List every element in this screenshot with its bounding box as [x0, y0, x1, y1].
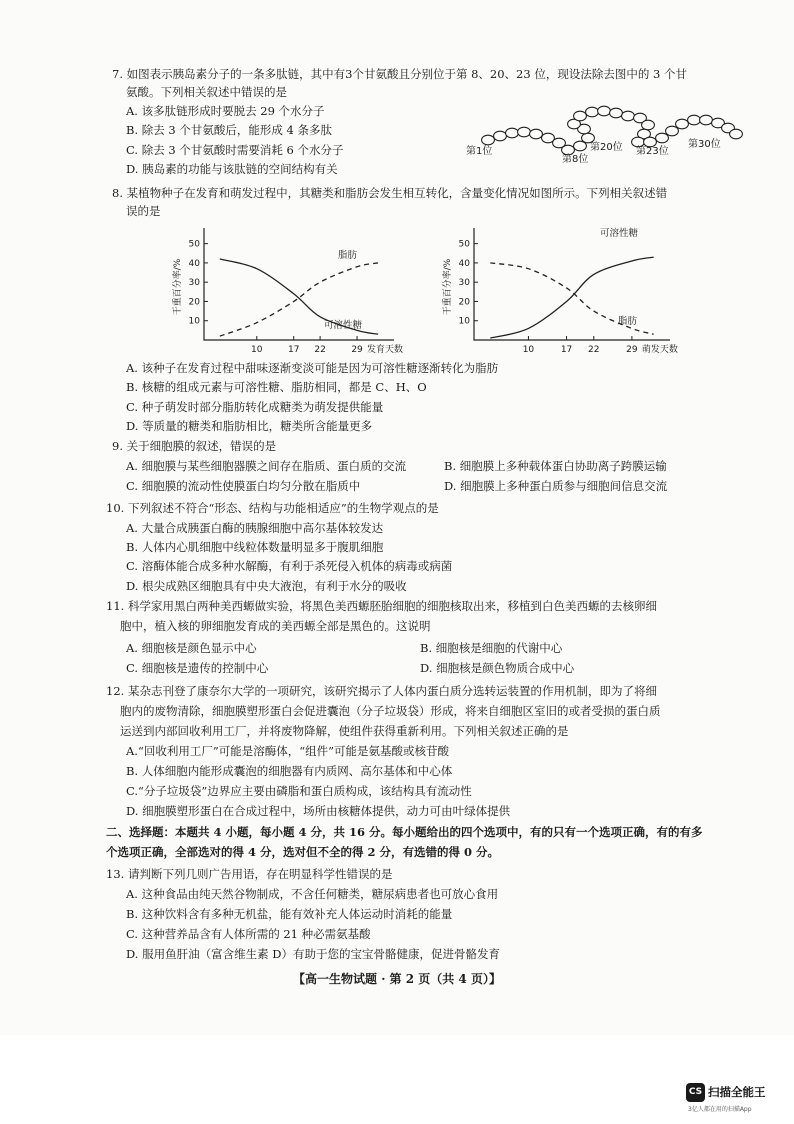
amino-acid-residue — [700, 115, 713, 125]
y-tick-label: 30 — [458, 278, 470, 289]
q9-option-d: D. 细胞膜上多种蛋白质参与细胞间信息交流 — [444, 479, 668, 493]
q7-option-b: B. 除去 3 个甘氨酸后，能形成 4 条多肽 — [126, 123, 333, 137]
y-tick-label: 10 — [458, 316, 470, 327]
page-footer: 【高一生物试题 · 第 2 页（共 4 页）】 — [293, 972, 501, 986]
section-2-heading-line-2: 个选项正确，全部选对的得 4 分，选对但不全的得 2 分，有选错的得 0 分。 — [106, 845, 500, 859]
amino-acid-residue — [494, 131, 507, 141]
y-tick-label: 50 — [188, 239, 200, 250]
q12-stem-line-3: 运送到内部回收利用工厂，并将废物降解，使组件获得重新利用。下列相关叙述正确的是 — [120, 724, 569, 738]
label-pos-8: 第8位 — [562, 154, 589, 164]
x-tick-label: 29 — [626, 345, 638, 355]
q11-option-c: C. 细胞核是遗传的控制中心 — [126, 661, 269, 675]
x-tick-label: 17 — [287, 345, 300, 355]
q9-option-a: A. 细胞膜与某些细胞器膜之间存在脂质、蛋白质的交流 — [126, 459, 407, 473]
q8-option-c: C. 种子萌发时部分脂肪转化成糖类为萌发提供能量 — [126, 400, 384, 414]
series-label: 可溶性糖 — [324, 320, 363, 331]
amino-acid-residue — [622, 111, 635, 121]
q7-stem-line-2: 氨酸。下列相关叙述中错误的是 — [126, 85, 287, 99]
x-tick-label: 29 — [351, 345, 363, 355]
q11-option-a: A. 细胞核是颜色显示中心 — [126, 641, 257, 655]
q12-option-a: A.“回收利用工厂”可能是溶酶体，“组件”可能是氨基酸或核苷酸 — [126, 744, 449, 758]
q11-stem-line-1: 11. 科学家用黑白两种美西螈做实验，将黑色美西螈胚胎细胞的细胞核取出来，移植到白色美西螈的去核卵细 — [106, 599, 657, 613]
chart-axes — [204, 228, 394, 340]
amino-acid-residue — [642, 120, 655, 130]
y-tick-label: 30 — [188, 278, 200, 289]
y-tick-label: 20 — [188, 297, 200, 308]
x-tick-label: 10 — [251, 345, 263, 355]
q8-stem-line-2: 误的是 — [126, 204, 161, 218]
q7-option-d: D. 胰岛素的功能与该肽链的空间结构有关 — [126, 162, 338, 176]
label-pos-30: 第30位 — [688, 139, 721, 150]
amino-acid-residue — [518, 127, 531, 137]
y-tick-label: 50 — [458, 239, 470, 250]
chart-seed-development — [168, 222, 410, 358]
amino-acid-residue — [574, 111, 587, 121]
q12-stem-line-2: 胞内的废物清除，细胞膜塑形蛋白会促进囊泡（分子垃圾袋）形成，将来自细胞区室旧的或者受损的蛋白质 — [120, 704, 661, 718]
q13-option-b: B. 这种饮料含有多种无机盐，能有效补充人体运动时消耗的能量 — [126, 907, 453, 921]
chart-axes — [474, 228, 670, 340]
q13-stem: 13. 请判断下列几则广告用语，存在明显科学性错误的是 — [106, 867, 393, 881]
q10-option-c: C. 溶酶体能合成多种水解酶，有利于杀死侵入机体的病毒或病菌 — [126, 559, 453, 573]
section-2-heading-line-1: 二、选择题：本题共 4 小题，每小题 4 分，共 16 分。每小题给出的四个选项中，有的只有一个选项正确，有的有多 — [106, 825, 703, 839]
q9-option-c: C. 细胞膜的流动性使膜蛋白均匀分散在脂质中 — [126, 479, 361, 493]
y-axis-label: 干重百分率/% — [173, 258, 183, 316]
q13-option-a: A. 这种食品由纯天然谷物制成，不含任何糖类，糖尿病患者也可放心食用 — [126, 887, 499, 901]
q9-option-b: B. 细胞膜上多种载体蛋白协助离子跨膜运输 — [444, 459, 667, 473]
amino-acid-residue — [586, 107, 599, 117]
q13-option-d: D. 服用鱼肝油（富含维生素 D）有助于您的宝宝骨骼健康，促进骨骼发育 — [126, 947, 500, 961]
series-label: 脂肪 — [338, 250, 358, 261]
chart-seed-germination — [432, 222, 684, 358]
y-axis-label: 干重百分率/% — [443, 258, 453, 316]
q12-option-c: C.“分子垃圾袋”边界应主要由磷脂和蛋白质构成，该结构具有流动性 — [126, 784, 472, 798]
scanner-app-name: 扫描全能王 — [708, 1085, 766, 1099]
q10-option-b: B. 人体内心肌细胞中线粒体数量明显多于腹肌细胞 — [126, 540, 384, 554]
q9-stem: 9. 关于细胞膜的叙述，错误的是 — [112, 439, 277, 453]
q8-stem-line-1: 8. 某植物种子在发育和萌发过程中，其糖类和脂肪会发生相互转化，含量变化情况如图所示。下列相关叙述错 — [112, 186, 668, 200]
amino-acid-residue — [730, 129, 743, 139]
series-label: 可溶性糖 — [600, 228, 639, 239]
scanner-bar — [0, 1035, 794, 1124]
x-tick-label: 22 — [588, 345, 600, 355]
y-tick-label: 40 — [458, 258, 470, 269]
polypeptide-chain-figure — [460, 98, 750, 164]
amino-acid-residue — [688, 115, 701, 125]
amino-acid-residue — [574, 141, 587, 151]
q7-option-c: C. 除去 3 个甘氨酸时需要消耗 6 个水分子 — [126, 143, 344, 157]
label-pos-20: 第20位 — [590, 142, 623, 153]
scanner-tagline: 3亿人都在用的扫描App — [688, 1106, 752, 1113]
x-tick-label: 17 — [560, 345, 573, 355]
amino-acid-residue — [676, 119, 689, 129]
x-tick-label: 10 — [522, 345, 535, 355]
q11-option-b: B. 细胞核是细胞的代谢中心 — [420, 641, 563, 655]
label-pos-1: 第1位 — [466, 146, 493, 157]
q12-option-d: D. 细胞膜塑形蛋白在合成过程中，场所由核糖体提供，动力可由叶绿体提供 — [126, 804, 511, 818]
q7-stem-line-1: 7. 如图表示胰岛素分子的一条多肽链，其中有3个甘氨酸且分别位于第 8、20、23 位，现设法除去图中的 3 个甘 — [112, 67, 687, 81]
q10-option-d: D. 根尖成熟区细胞具有中央大液泡，有利于水分的吸收 — [126, 579, 407, 593]
q12-stem-line-1: 12. 某杂志刊登了康奈尔大学的一项研究，该研究揭示了人体内蛋白质分选转运装置的作用机制，即为了将细 — [106, 684, 657, 698]
scanner-logo: CS — [686, 1083, 705, 1102]
q11-stem-line-2: 胞中，植入核的卵细胞发育成的美西螈全部是黑色的。这说明 — [120, 619, 431, 633]
amino-acid-residue — [666, 126, 679, 136]
label-pos-23: 第23位 — [636, 146, 669, 157]
x-tick-label: 22 — [314, 345, 326, 355]
q10-stem: 10. 下列叙述不符合“形态、结构与功能相适应”的生物学观点的是 — [106, 501, 439, 515]
q12-option-b: B. 人体细胞内能形成囊泡的细胞器有内质网、高尔基体和中心体 — [126, 764, 453, 778]
q8-option-b: B. 核糖的组成元素与可溶性糖、脂肪相同，都是 C、H、O — [126, 380, 427, 394]
x-axis-label: 发育天数 — [367, 345, 404, 355]
amino-acid-residue — [656, 133, 669, 143]
amino-acid-residue — [610, 108, 623, 118]
amino-acid-residue — [482, 135, 495, 145]
y-tick-label: 20 — [458, 297, 470, 308]
q8-option-a: A. 该种子在发育过程中甜味逐渐变淡可能是因为可溶性糖逐渐转化为脂肪 — [126, 361, 499, 375]
q8-option-d: D. 等质量的糖类和脂肪相比，糖类所含能量更多 — [126, 419, 373, 433]
y-tick-label: 40 — [188, 258, 200, 269]
series-label: 脂肪 — [618, 316, 638, 327]
q7-option-a: A. 该多肽链形成时要脱去 29 个水分子 — [126, 104, 325, 118]
amino-acid-residue — [598, 106, 611, 116]
q10-option-a: A. 大量合成胰蛋白酶的胰腺细胞中高尔基体较发达 — [126, 521, 384, 535]
amino-acid-residue — [530, 129, 543, 139]
amino-acid-residue — [506, 128, 519, 138]
q13-option-c: C. 这种营养品含有人体所需的 21 种必需氨基酸 — [126, 927, 371, 941]
x-axis-label: 萌发天数 — [641, 345, 678, 355]
q11-option-d: D. 细胞核是颜色物质合成中心 — [420, 661, 575, 675]
y-tick-label: 10 — [188, 316, 200, 327]
